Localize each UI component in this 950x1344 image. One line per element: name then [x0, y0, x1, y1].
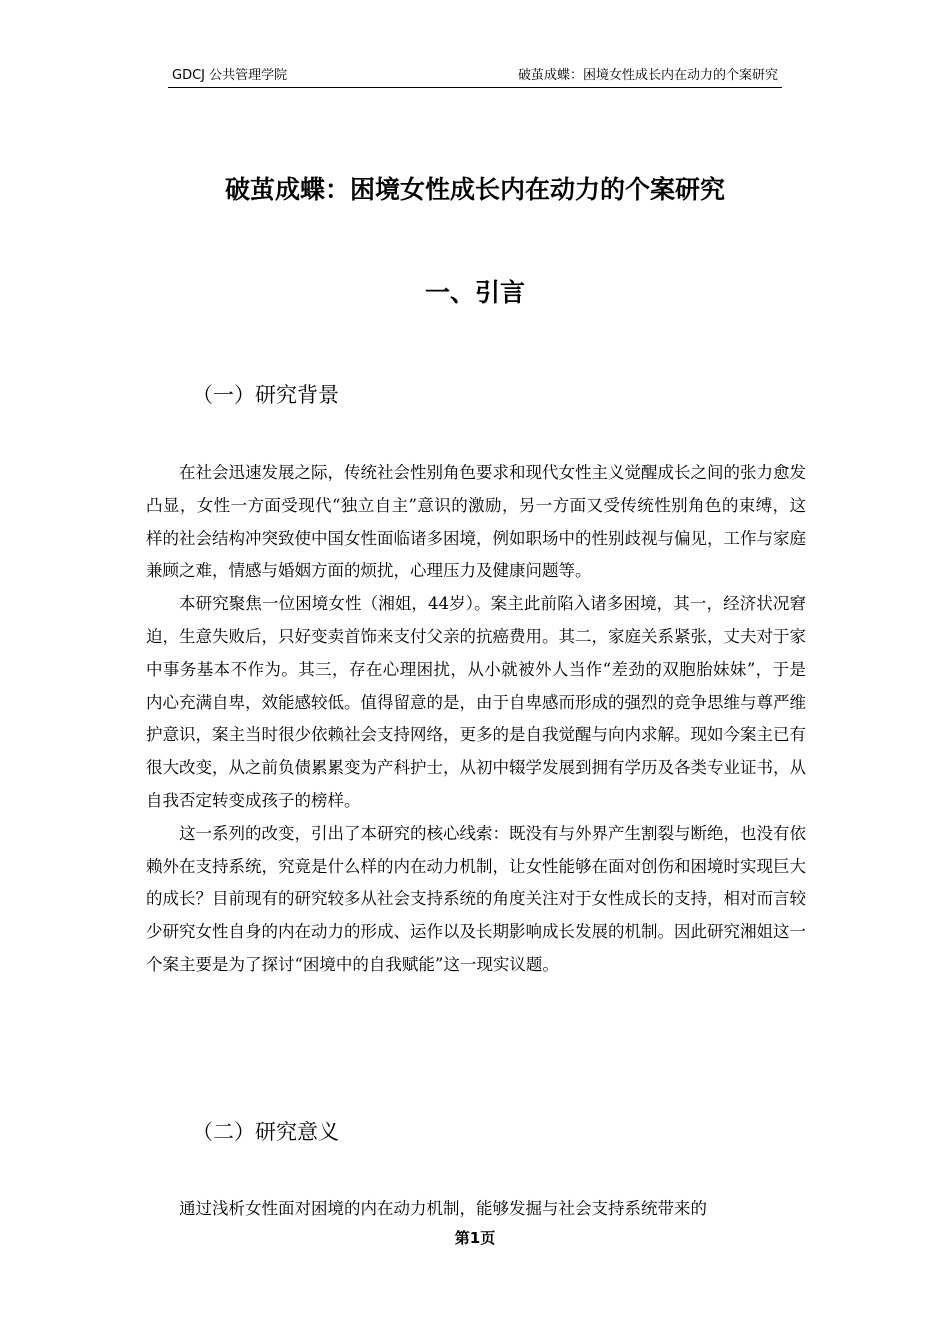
header-divider	[168, 87, 782, 88]
paragraph: 本研究聚焦一位困境女性（湘姐，44岁）。案主此前陷入诸多困境，其一，经济状况窘迫，生意失败后，只好变卖首饰来支付父亲的抗癌费用。其二，家庭关系紧张，丈夫对于家中事务基本不作为。其三，存在心理困扰，从小就被外人当作“差劲的双胞胎妹妹”，于是内心充满自卑，效能感较低。值得留意的是，由于自卑感而形成的强烈的竞争思维与尊严维护意识，案主当时很少依赖社会支持网络，更多的是自我觉醒与向内求解。现如今案主已有很大改变，从之前负债累累变为产科护士，从初中辍学发展到拥有学历及各类专业证书，从自我否定转变成孩子的榜样。	[146, 594, 806, 810]
paragraph: 这一系列的改变，引出了本研究的核心线索：既没有与外界产生割裂与断绝，也没有依赖外在支持系统，究竟是什么样的内在动力机制，让女性能够在面对创伤和困境时实现巨大的成长？目前现有的研究较多从社会支持系统的角度关注对于女性成长的支持，相对而言较少研究女性自身的内在动力的形成、运作以及长期影响成长发展的机制。因此研究湘姐这一个案主要是为了探讨“困境中的自我赋能”这一现实议题。	[146, 823, 806, 974]
subsection-heading-background: （一）研究背景	[192, 383, 339, 407]
document-title: 破茧成蝶：困境女性成长内在动力的个案研究	[224, 175, 725, 204]
section-heading-introduction: 一、引言	[424, 278, 525, 307]
running-header-title: 破茧成蝶：困境女性成长内在动力的个案研究	[517, 68, 778, 83]
paragraph: 通过浅析女性面对困境的内在动力机制，能够发掘与社会支持系统带来的	[179, 1199, 707, 1218]
subsection-heading-significance: （二）研究意义	[192, 1120, 339, 1144]
page-number: 第1页	[454, 1229, 496, 1247]
running-header-institution: GDCJ 公共管理学院	[172, 68, 288, 83]
paragraph: 在社会迅速发展之际，传统社会性别角色要求和现代女性主义觉醒成长之间的张力愈发凸显，女性一方面受现代“独立自主”意识的激励，另一方面又受传统性别角色的束缚，这样的社会结构冲突致使中国女性面临诸多困境，例如职场中的性别歧视与偏见，工作与家庭兼顾之难，情感与婚姻方面的烦扰，心理压力及健康问题等。	[146, 463, 806, 581]
significance-body	[146, 1193, 806, 1225]
background-body	[146, 457, 806, 982]
